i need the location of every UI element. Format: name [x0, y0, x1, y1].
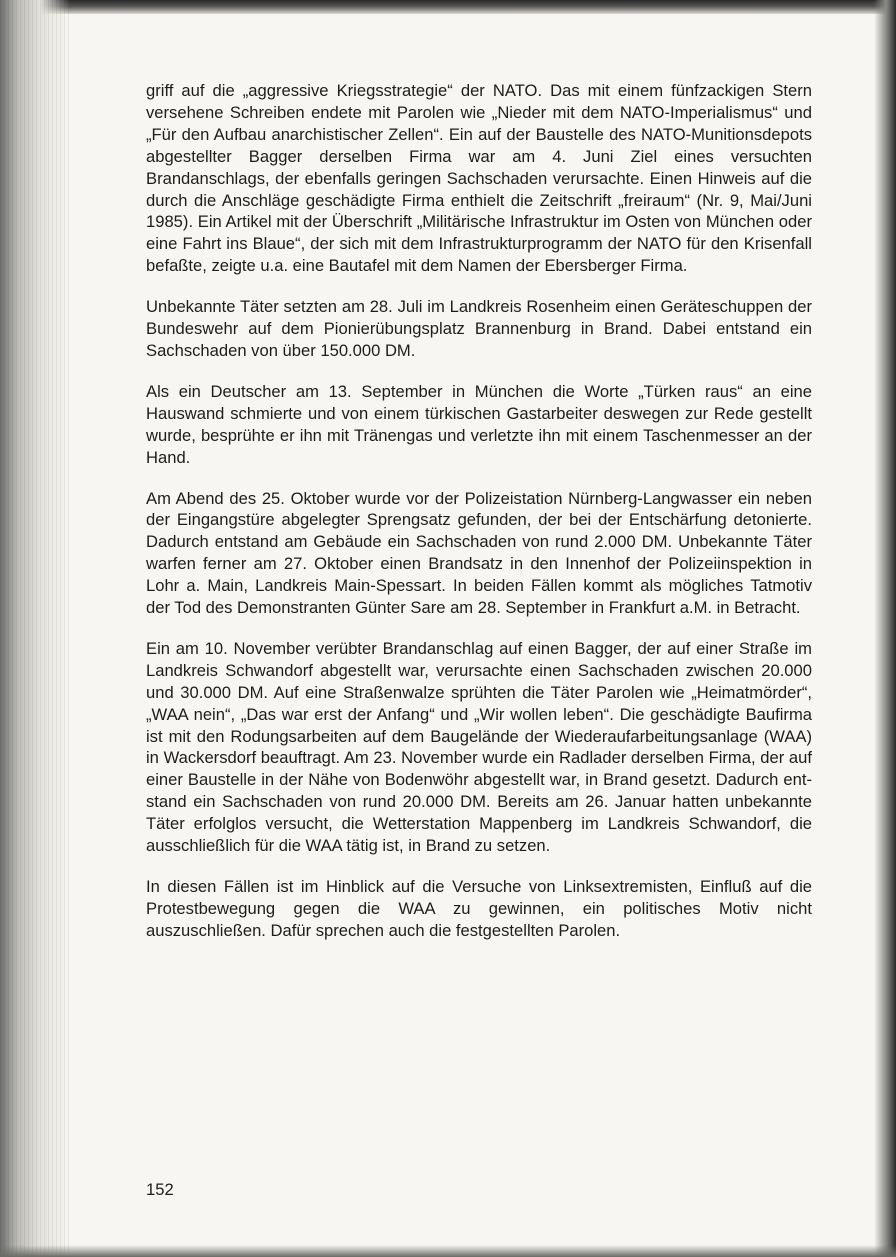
page-number: 152 — [146, 1180, 174, 1199]
paragraph-nato-depot: griff auf die „aggressive Kriegsstrategie“ der NATO. Das mit einem fünfzackigen Stern versehene Schreiben endete mit Parolen wie „Nieder mit dem NATO-Imperialismus“ und „Für den Aufbau anarchistischer Zellen“. Ein auf der Baustelle des NATO-Munitionsdepots abgestellter Bagger derselben Firma war am 4. Juni Ziel eines versuchten Brandanschlags, der ebenfalls geringen Sachschaden verursachte. Einen Hinweis auf die durch die Anschläge geschädigte Firma enthielt die Zeitschrift „freiraum“ (Nr. 9, Mai/Juni 1985). Ein Artikel mit der Überschrift „Militärische Infrastruktur im Osten von München oder eine Fahrt ins Blaue“, der sich mit dem Infrastrukturprogramm der NATO für den Krisenfall befaßte, zeigte u.a. eine Bautafel mit dem Namen der Ebersberger Firma. — [146, 81, 812, 276]
page-body — [146, 80, 812, 961]
scan-bottom-edge — [0, 1245, 896, 1257]
paragraph-waa-motive: In diesen Fällen ist im Hinblick auf die Versuche von Linksextremisten, Einfluß auf die Protestbewegung gegen die WAA zu gewinnen, ein politisches Motiv nicht auszuschließen. Dafür sprechen auch die festgestellten Parolen. — [146, 877, 812, 940]
paragraph-muenchen: Als ein Deutscher am 13. September in München die Worte „Türken raus“ an eine Hauswand schmierte und von einem türkischen Gastarbeiter deswegen zur Rede gestellt wurde, besprühte er ihn mit Tränengas und verletzte ihn mit einem Taschenmesser an der Hand. — [146, 381, 812, 467]
paragraph-rosenheim: Unbekannte Täter setzten am 28. Juli im Landkreis Rosenheim einen Geräteschuppen der Bundeswehr auf dem Pionierübungsplatz Brannenburg in Brand. Dabei entstand ein Sachschaden von über 150.000 DM. — [146, 297, 812, 360]
scan-top-edge — [0, 0, 896, 14]
paragraph-schwandorf: Ein am 10. November verübter Brandanschlag auf einen Bagger, der auf einer Straße im Landkreis Schwandorf abgestellt war, verursachte einen Sachschaden zwischen 20.000 und 30.000 DM. Auf eine Straßenwalze sprühten die Täter Parolen wie „Heimatmörder“, „WAA nein“, „Das war erst der Anfang“ und „Wir wollen leben“. Die geschädigte Baufirma ist mit den Rodungsarbeiten auf dem Baugelände der Wiederaufarbeitungsanlage (WAA) in Wackersdorf beauftragt. Am 23. November wurde ein Radlader derselben Firma, der auf einer Baustelle in der Nähe von Bodenwöhr abgestellt war, in Brand gesetzt. Dadurch entstand ein Sachschaden von rund 20.000 DM. Bereits am 26. Januar hatten unbekannte Täter erfolglos versucht, die Wetterstation Mappenberg im Landkreis Schwandorf, die ausschließlich für die WAA tätig ist, in Brand zu setzen. — [146, 638, 812, 856]
paragraph-nuernberg: Am Abend des 25. Oktober wurde vor der Polizeistation Nürnberg-Langwasser ein neben der Eingangstüre abgelegter Sprengsatz gefunden, der bei der Entschärfung detonierte. Dadurch entstand am Gebäude ein Sachschaden von rund 2.000 DM. Unbekannte Täter warfen ferner am 27. Oktober einen Brandsatz in den Innenhof der Polizeiinspektion in Lohr a. Main, Landkreis Main-Spessart. In beiden Fällen kommt als mögliches Tatmotiv der Tod des Demonstranten Günter Sare am 28. September in Frankfurt a.M. in Betracht. — [146, 488, 812, 618]
scan-right-edge — [874, 0, 896, 1257]
book-binding-shadow — [0, 0, 70, 1257]
